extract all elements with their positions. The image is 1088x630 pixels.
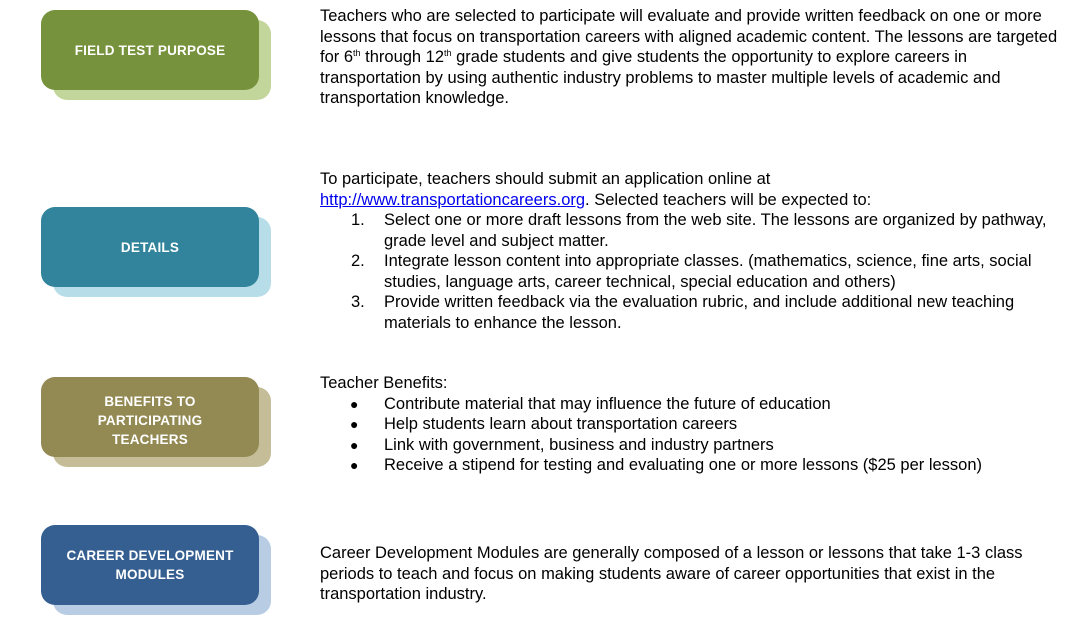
list-item: 3. Provide written feedback via the evaluation rubric, and include additional new teaching materials to enhance the lesson.: [351, 293, 1015, 332]
benefits-heading: Teacher Benefits:: [320, 374, 448, 392]
benefits-list: [320, 394, 1060, 476]
details-badge: [41, 207, 271, 297]
badge-label: [41, 10, 259, 90]
list-item: ● Contribute material that may influence the future of education: [350, 394, 831, 413]
field-test-purpose-text: Teachers who are selected to participate will evaluate and provide written feedback on one or more lessons that focus on transportation careers with aligned academic content. The lessons are targeted for 6th through 12th grade students and give students the opportunity to explore careers in transportation by using authentic industry problems to master multiple levels of academic and transportation knowledge.: [320, 7, 1058, 107]
details-intro: To participate, teachers should submit an application online at http://www.transportationcareers.org. Selected teachers will be expected to:: [320, 170, 872, 209]
list-item: ● Receive a stipend for testing and evaluating one or more lessons ($25 per lesson): [350, 456, 983, 474]
badge-text: TEACHERS: [112, 431, 188, 447]
career-development-badge: [41, 525, 271, 615]
bullet-icon: ●: [350, 457, 359, 473]
list-item: ● Help students learn about transportation careers: [350, 415, 738, 433]
bullet-icon: ●: [350, 436, 359, 453]
badge-label: [41, 377, 259, 457]
benefits-badge: [41, 377, 271, 467]
benefits-text: [320, 373, 1060, 476]
career-development-text: Career Development Modules are generally composed of a lesson or lessons that take 1-3 class periods to teach and focus on making students aware of career opportunities that exist in the transportation industry.: [320, 544, 1023, 603]
badge-text: CAREER DEVELOPMENT: [66, 548, 234, 563]
badge-text: FIELD TEST PURPOSE: [74, 42, 226, 58]
list-item: ● Link with government, business and industry partners: [350, 435, 774, 454]
badge-label: [41, 525, 259, 605]
details-text: [320, 169, 1060, 333]
transportation-careers-link[interactable]: http://www.transportationcareers.org: [320, 190, 586, 209]
bullet-icon: ●: [350, 395, 359, 412]
badge-text: PARTICIPATING: [97, 412, 203, 428]
list-item: 1. Select one or more draft lessons from the web site. The lessons are organized by pathway, grade level and subject matter.: [351, 211, 1047, 250]
expectations-list: [320, 210, 1060, 333]
badge-label: [41, 207, 259, 287]
field-test-purpose-badge: [41, 10, 271, 100]
bullet-icon: ●: [350, 416, 359, 432]
badge-text: DETAILS: [120, 239, 180, 255]
badge-text: MODULES: [115, 567, 185, 582]
list-item: 2. Integrate lesson content into appropriate classes. (mathematics, science, fine arts, social studies, language arts, career technical, special education and others): [351, 252, 1032, 291]
badge-text: BENEFITS TO: [104, 393, 196, 409]
